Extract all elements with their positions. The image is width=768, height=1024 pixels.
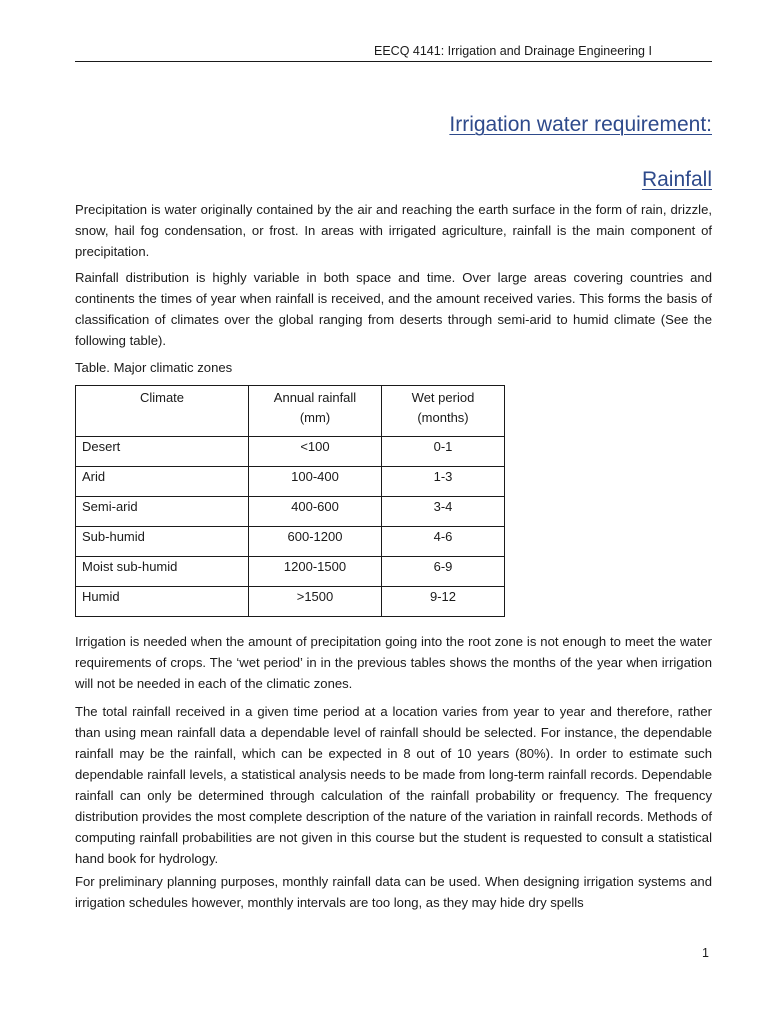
paragraph-dependable-rainfall: The total rainfall received in a given time period at a location varies from year to year and therefore, rather than using mean rainfall data a dependable level of rainfall should be selected. For instance, the dependable rainfall may be the rainfall, which can be expected in 8 out of 10 years (80%). In order to estimate such dependable rainfall levels, a statistical analysis needs to be made from long-term rainfall records. Dependable rainfall can only be determined through calculation of the rainfall probability or frequency. The frequency distribution provides the most complete description of the nature of the variation in rainfall records. Methods of computing rainfall probabilities are not given in this course but the student is requested to consult a statistical hand book for hydrology.: [75, 704, 712, 866]
cell-rainfall: 1200-1500: [249, 557, 382, 587]
cell-climate: Moist sub-humid: [76, 557, 249, 587]
header-rule: [75, 61, 712, 62]
header-annual-rainfall: Annual rainfall (mm): [249, 386, 382, 437]
cell-climate: Sub-humid: [76, 527, 249, 557]
running-header: EECQ 4141: Irrigation and Drainage Engineering I: [374, 44, 652, 58]
cell-wet-period: 0-1: [382, 437, 505, 467]
cell-rainfall: 100-400: [249, 467, 382, 497]
cell-wet-period: 6-9: [382, 557, 505, 587]
cell-climate: Humid: [76, 587, 249, 617]
main-heading: Irrigation water requirement:: [449, 113, 712, 136]
cell-wet-period: 4-6: [382, 527, 505, 557]
cell-climate: Desert: [76, 437, 249, 467]
cell-wet-period: 9-12: [382, 587, 505, 617]
table-row: [76, 437, 505, 467]
cell-rainfall: 400-600: [249, 497, 382, 527]
cell-wet-period: 3-4: [382, 497, 505, 527]
header-climate: Climate: [76, 386, 249, 437]
table-row: [76, 467, 505, 497]
sub-heading: Rainfall: [641, 168, 712, 191]
climatic-zones-table: [75, 385, 505, 617]
table-row: [76, 497, 505, 527]
header-wet-period: Wet period (months): [382, 386, 505, 437]
table-row: [76, 587, 505, 617]
cell-rainfall: >1500: [249, 587, 382, 617]
table-row: [76, 527, 505, 557]
cell-rainfall: 600-1200: [249, 527, 382, 557]
cell-climate: Arid: [76, 467, 249, 497]
table-caption: Table. Major climatic zones: [75, 360, 233, 375]
paragraph-distribution: Rainfall distribution is highly variable in both space and time. Over large areas covering countries and continents the times of year when rainfall is received, and the amount received varies. This forms the basis of classification of climates over the global ranging from deserts through semi-arid to humid climate (See the following table).: [75, 270, 712, 348]
cell-climate: Semi-arid: [76, 497, 249, 527]
table-header-row: [76, 386, 505, 437]
table-row: [76, 557, 505, 587]
paragraph-precipitation: Precipitation is water originally contained by the air and reaching the earth surface in the form of rain, drizzle, snow, hail fog condensation, or frost. In areas with irrigated agriculture, rainfall is the main component of precipitation.: [75, 202, 712, 259]
cell-wet-period: 1-3: [382, 467, 505, 497]
paragraph-irrigation-need: Irrigation is needed when the amount of precipitation going into the root zone is not enough to meet the water requirements of crops. The ‘wet period’ in in the previous tables shows the months of the year when irrigation will not be needed in each of the climatic zones.: [75, 634, 712, 691]
cell-rainfall: <100: [249, 437, 382, 467]
paragraph-planning: For preliminary planning purposes, monthly rainfall data can be used. When designing irrigation systems and irrigation schedules however, monthly intervals are too long, as they may hide dry spells: [75, 874, 712, 910]
page-number: 1: [702, 946, 709, 960]
